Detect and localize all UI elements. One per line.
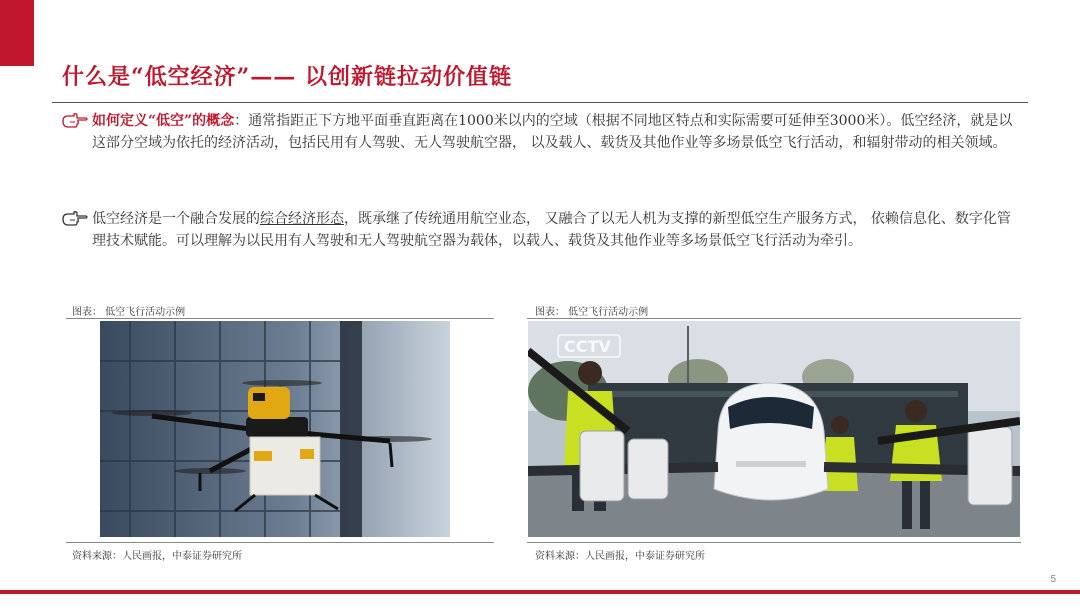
definition-lead: 如何定义“低空”的概念 <box>92 113 235 129</box>
figure-1-source: 资料来源：人民画报，中泰证券研究所 <box>72 551 242 562</box>
title-divider <box>52 102 1028 103</box>
page-number: 5 <box>1050 574 1056 585</box>
economy-text-post: ，既承继了传统通用航空业态， 又融合了以无人机为支撑的新型低空生产服务方式， 依赖信息化、数字化管理技术赋能。可以理解为以民用有人驾驶和无人驾驶航空器为载体，以载人、载货及其他作业等多场景低空飞行活动为牵引。 <box>92 211 1011 249</box>
economy-text-pre: 低空经济是一个融合发展的 <box>92 211 260 227</box>
page-title: 什么是“低空经济”—— 以创新链拉动价值链 <box>62 64 512 90</box>
economy-text-underlined: 综合经济形态 <box>260 211 344 227</box>
corner-accent-block <box>0 0 34 66</box>
figure-2-source: 资料来源：人民画报，中泰证券研究所 <box>535 551 705 562</box>
figure-1-caption: 图表： 低空飞行活动示例 <box>72 307 186 318</box>
watermark-text: CCTV <box>564 337 611 356</box>
pointing-hand-icon <box>62 210 88 228</box>
delivery-drone-photo <box>100 321 450 537</box>
definition-bullet <box>62 110 1022 154</box>
footer-accent-bar <box>0 590 1080 594</box>
economy-bullet <box>62 208 1022 252</box>
pointing-hand-icon <box>62 112 88 130</box>
figure-1-caption-rule <box>66 318 494 319</box>
figure-2-caption: 图表： 低空飞行活动示例 <box>535 307 649 318</box>
figure-2-source-rule <box>527 542 1021 543</box>
definition-body: ：通常指距正下方地平面垂直距离在1000米以内的空域（根据不同地区特点和实际需要可延伸至3000米）。低空经济，就是以这部分空域为依托的经济活动，包括民用有人驾驶、无人驾驶航空器， 以及载人、载货及其他作业等多场景低空飞行活动，和辐射带动的相关领域。 <box>92 113 1013 151</box>
passenger-drone-photo <box>528 321 1020 537</box>
figure-1-source-rule <box>66 542 494 543</box>
figure-2-caption-rule <box>527 318 1021 319</box>
cctv-watermark <box>558 335 620 357</box>
